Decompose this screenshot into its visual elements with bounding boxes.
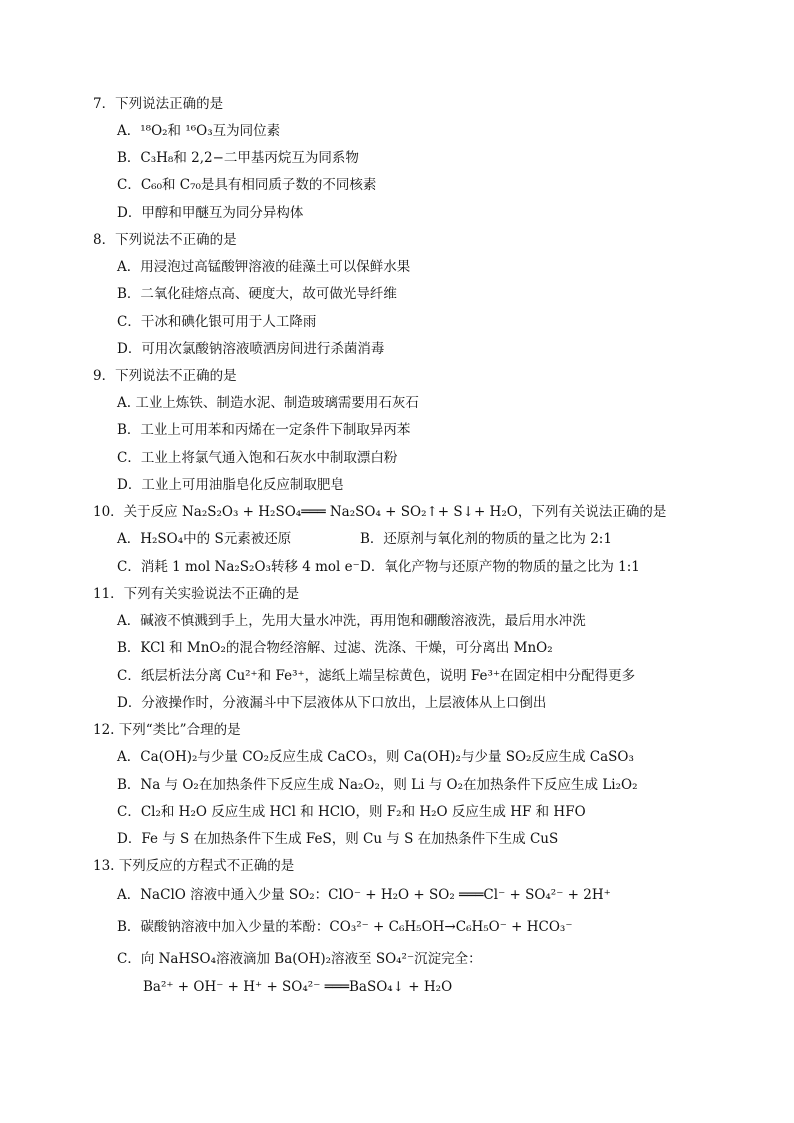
question-9-stem: 9．下列说法不正确的是 bbox=[93, 368, 237, 384]
question-13-option-c: C．向 NaHSO₄溶液滴加 Ba(OH)₂溶液至 SO₄²⁻沉淀完全： bbox=[117, 951, 482, 967]
question-11-stem: 11．下列有关实验说法不正确的是 bbox=[93, 586, 300, 602]
question-7-stem: 7．下列说法正确的是 bbox=[93, 96, 224, 112]
question-10-option-d: D．氧化产物与还原产物的物质的量之比为 1:1 bbox=[360, 559, 640, 575]
question-11-option-b: B．KCl 和 MnO₂的混合物经溶解、过滤、洗涤、干燥，可分离出 MnO₂ bbox=[117, 640, 553, 656]
question-10-option-b: B．还原剂与氧化剂的物质的量之比为 2:1 bbox=[360, 531, 612, 547]
question-12-option-a: A．Ca(OH)₂与少量 CO₂反应生成 CaCO₃，则 Ca(OH)₂与少量 SO₂反应生成 CaSO₃ bbox=[117, 749, 634, 765]
question-7-option-a: A．¹⁸O₂和 ¹⁶O₃互为同位素 bbox=[117, 123, 281, 139]
question-9-option-d: D．工业上可用油脂皂化反应制取肥皂 bbox=[117, 477, 344, 493]
question-11-option-d: D．分液操作时，分液漏斗中下层液体从下口放出，上层液体从上口倒出 bbox=[117, 695, 547, 711]
question-8-option-d: D．可用次氯酸钠溶液喷洒房间进行杀菌消毒 bbox=[117, 341, 385, 357]
question-7-option-b: B．C₃H₈和 2,2−二甲基丙烷互为同系物 bbox=[117, 150, 359, 166]
question-10-stem: 10．关于反应 Na₂S₂O₃ + H₂SO₄═══ Na₂SO₄ + SO₂↑+ S↓+ H₂O，下列有关说法正确的是 bbox=[93, 504, 667, 520]
question-9-option-a: A. 工业上炼铁、制造水泥、制造玻璃需要用石灰石 bbox=[117, 395, 419, 411]
question-12-option-b: B．Na 与 O₂在加热条件下反应生成 Na₂O₂，则 Li 与 O₂在加热条件下反应生成 Li₂O₂ bbox=[117, 777, 638, 793]
question-13-option-a: A．NaClO 溶液中通入少量 SO₂：ClO⁻ + H₂O + SO₂ ═══Cl⁻ + SO₄²⁻ + 2H⁺ bbox=[117, 887, 611, 903]
question-7-option-c: C．C₆₀和 C₇₀是具有相同质子数的不同核素 bbox=[117, 177, 377, 193]
question-10-option-c: C．消耗 1 mol Na₂S₂O₃转移 4 mol e⁻ bbox=[117, 559, 360, 575]
question-13-option-c-equation: Ba²⁺ + OH⁻ + H⁺ + SO₄²⁻ ═══BaSO₄↓ + H₂O bbox=[143, 979, 453, 995]
question-8-option-b: B．二氧化硅熔点高、硬度大，故可做光导纤维 bbox=[117, 286, 397, 302]
question-11-option-a: A．碱液不慎溅到手上，先用大量水冲洗，再用饱和硼酸溶液洗，最后用水冲洗 bbox=[117, 613, 586, 629]
question-8-option-a: A．用浸泡过高锰酸钾溶液的硅藻土可以保鲜水果 bbox=[117, 259, 411, 275]
question-8-option-c: C．干冰和碘化银可用于人工降雨 bbox=[117, 314, 317, 330]
question-8-stem: 8．下列说法不正确的是 bbox=[93, 232, 237, 248]
question-12-stem: 12. 下列“类比”合理的是 bbox=[93, 722, 241, 738]
question-13-option-b: B．碳酸钠溶液中加入少量的苯酚：CO₃²⁻ + C₆H₅OH→C₆H₅O⁻ + HCO₃⁻ bbox=[117, 919, 573, 935]
question-9-option-c: C．工业上将氯气通入饱和石灰水中制取漂白粉 bbox=[117, 450, 398, 466]
question-13-stem: 13. 下列反应的方程式不正确的是 bbox=[93, 858, 295, 874]
question-12-option-d: D．Fe 与 S 在加热条件下生成 FeS，则 Cu 与 S 在加热条件下生成 CuS bbox=[117, 831, 559, 847]
question-9-option-b: B．工业上可用苯和丙烯在一定条件下制取异丙苯 bbox=[117, 422, 411, 438]
question-11-option-c: C．纸层析法分离 Cu²⁺和 Fe³⁺，滤纸上端呈棕黄色，说明 Fe³⁺在固定相中分配得更多 bbox=[117, 668, 636, 684]
question-10-option-a: A．H₂SO₄中的 S元素被还原 bbox=[117, 531, 292, 547]
question-7-option-d: D．甲醇和甲醚互为同分异构体 bbox=[117, 205, 304, 221]
question-12-option-c: C．Cl₂和 H₂O 反应生成 HCl 和 HClO，则 F₂和 H₂O 反应生成 HF 和 HFO bbox=[117, 804, 586, 820]
